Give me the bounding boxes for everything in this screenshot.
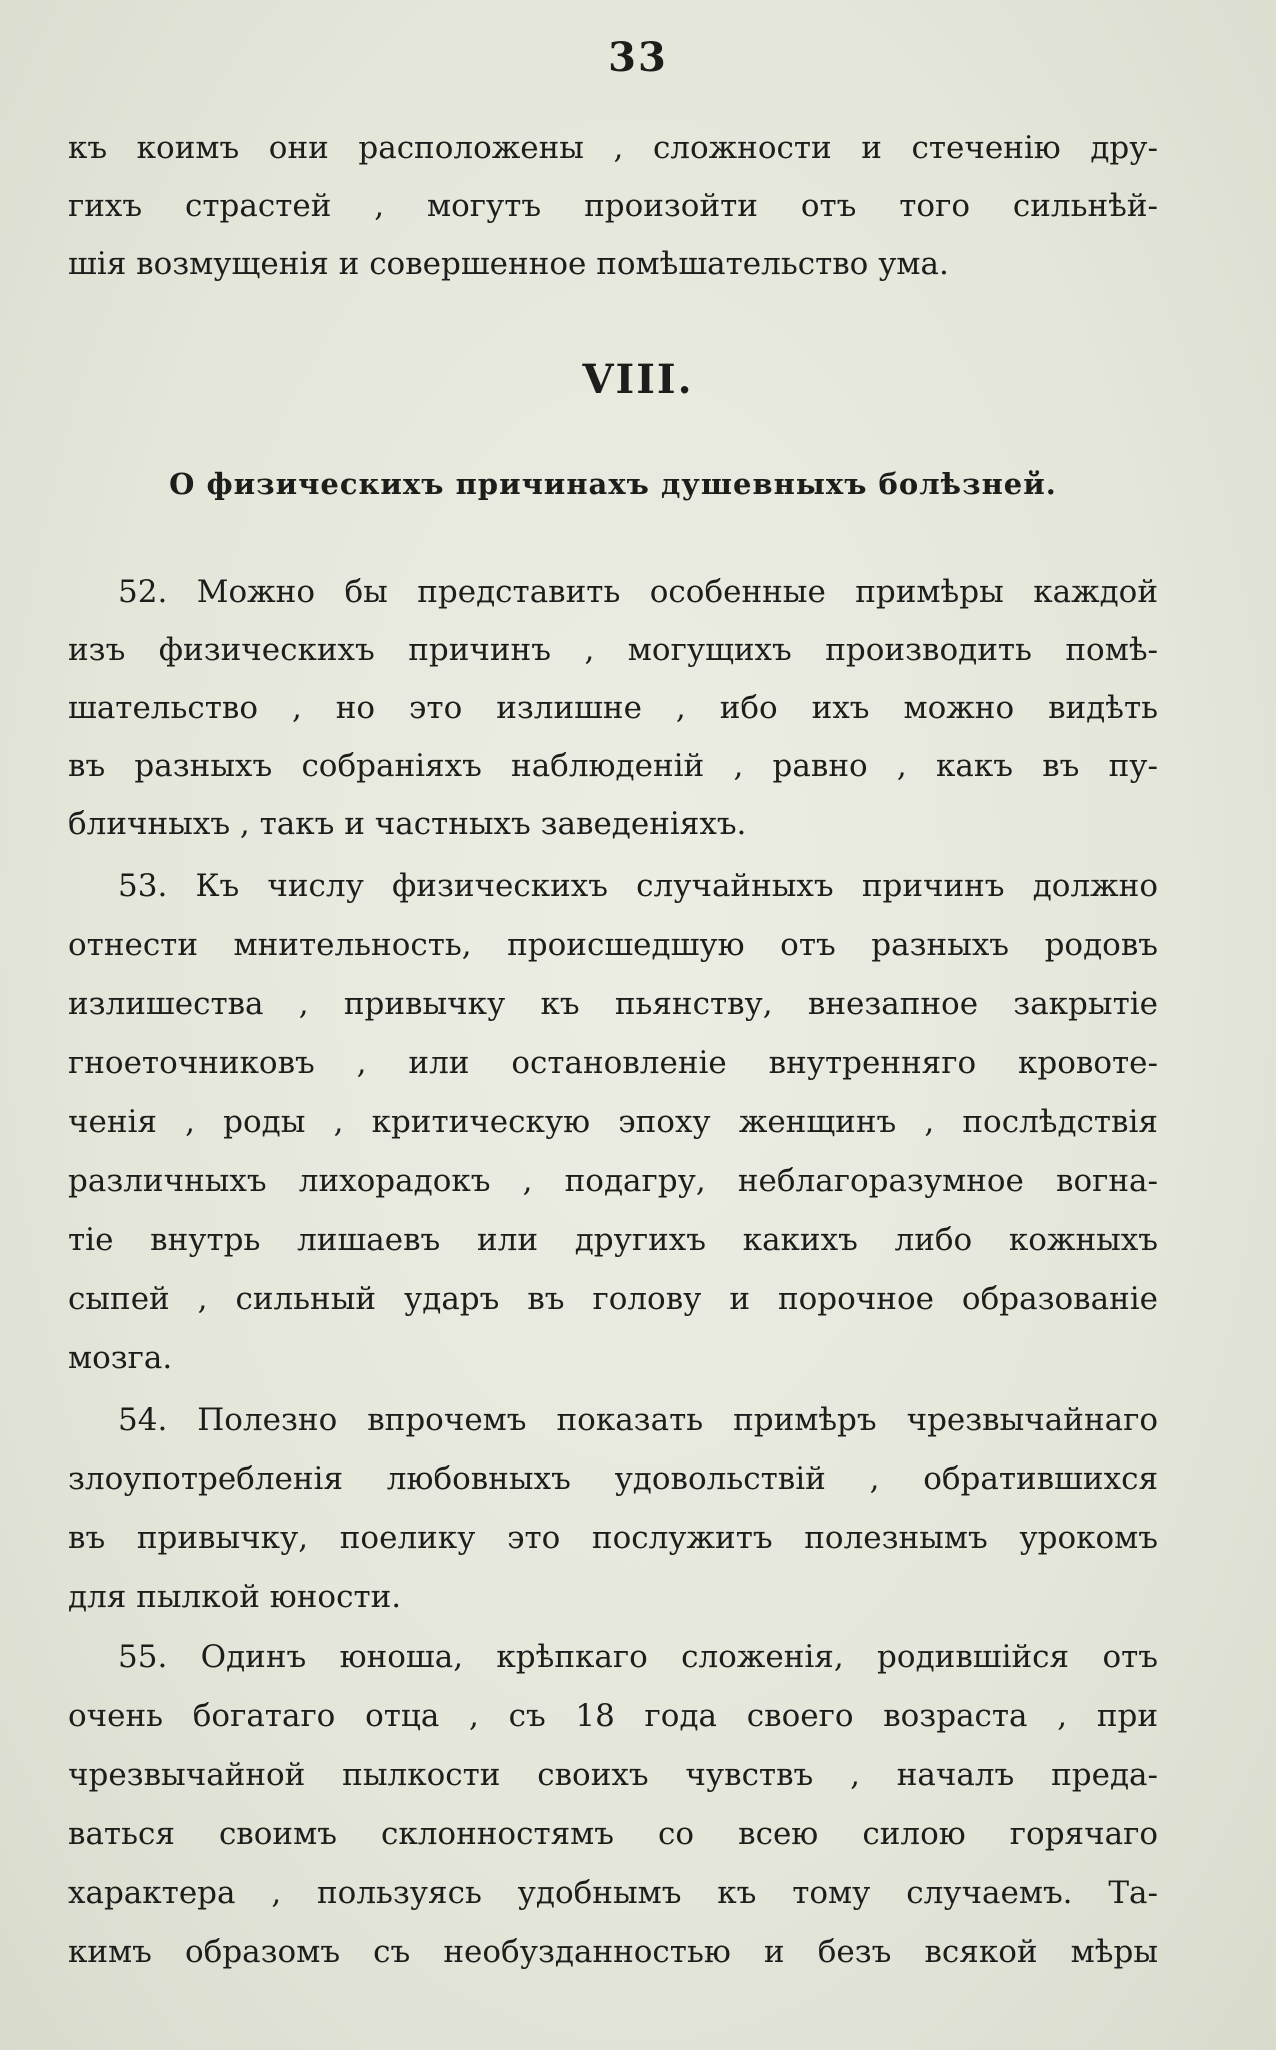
paragraph-54-line: 54. Полезно впрочемъ показать примѣръ чрезвычайнаго [118,1402,1158,1438]
page-number: 33 [608,34,668,81]
paragraph-55-line: 55. Одинъ юноша, крѣпкаго сложенія, родившійся отъ [118,1639,1158,1675]
paragraph-55-line: очень богатаго отца , съ 18 года своего возраста , при [68,1698,1158,1734]
paragraph-54-line: злоупотребленія любовныхъ удовольствій , обратившихся [68,1461,1158,1497]
paragraph-53-line: мозга. [68,1340,173,1376]
paragraph-53-line: излишества , привычку къ пьянству, внезапное закрытіе [68,986,1158,1022]
section-title: О физическихъ причинахъ душевныхъ болѣзней. [169,467,1057,501]
paragraph-53-line: сыпей , сильный ударъ въ голову и порочное образованіе [68,1281,1158,1317]
paragraph-52-line: 52. Можно бы представить особенные примѣры каждой [118,574,1158,610]
paragraph-53-line: гноеточниковъ , или остановленіе внутренняго кровоте- [68,1045,1158,1081]
paragraph-55-line: кимъ образомъ съ необузданностью и безъ всякой мѣры [68,1934,1158,1970]
paragraph-53-line: ченія , роды , критическую эпоху женщинъ , послѣдствія [68,1104,1158,1140]
paragraph-55-line: характера , пользуясь удобнымъ къ тому случаемъ. Та- [68,1875,1158,1911]
paragraph-53-line: 53. Къ числу физическихъ случайныхъ причинъ должно [118,868,1158,904]
paragraph-55-line: ваться своимъ склонностямъ со всею силою горячаго [68,1816,1158,1852]
paragraph-54-line: для пылкой юности. [68,1579,402,1615]
text-line: гихъ страстей , могутъ произойти отъ того сильнѣй- [68,188,1158,224]
paragraph-52-line: шательство , но это излишне , ибо ихъ можно видѣть [68,690,1158,726]
paragraph-54-line: въ привычку, поелику это послужитъ полезнымъ урокомъ [68,1520,1158,1556]
text-line: къ коимъ они расположены , сложности и стеченію дру- [68,130,1158,166]
paragraph-53-line: тіе внутрь лишаевъ или другихъ какихъ либо кожныхъ [68,1222,1158,1258]
text-line: шія возмущенія и совершенное помѣшательство ума. [68,246,949,282]
paragraph-52-line: изъ физическихъ причинъ , могущихъ производить помѣ- [68,632,1158,668]
paragraph-52-line: въ разныхъ собраніяхъ наблюденій , равно , какъ въ пу- [68,748,1158,784]
paragraph-55-line: чрезвычайной пылкости своихъ чувствъ , началъ преда- [68,1757,1158,1793]
paragraph-53-line: отнести мнительность, происшедшую отъ разныхъ родовъ [68,927,1158,963]
paragraph-52-line: бличныхъ , такъ и частныхъ заведеніяхъ. [68,806,747,842]
paragraph-53-line: различныхъ лихорадокъ , подагру, неблагоразумное вогна- [68,1163,1158,1199]
section-number: VIII. [582,356,694,403]
